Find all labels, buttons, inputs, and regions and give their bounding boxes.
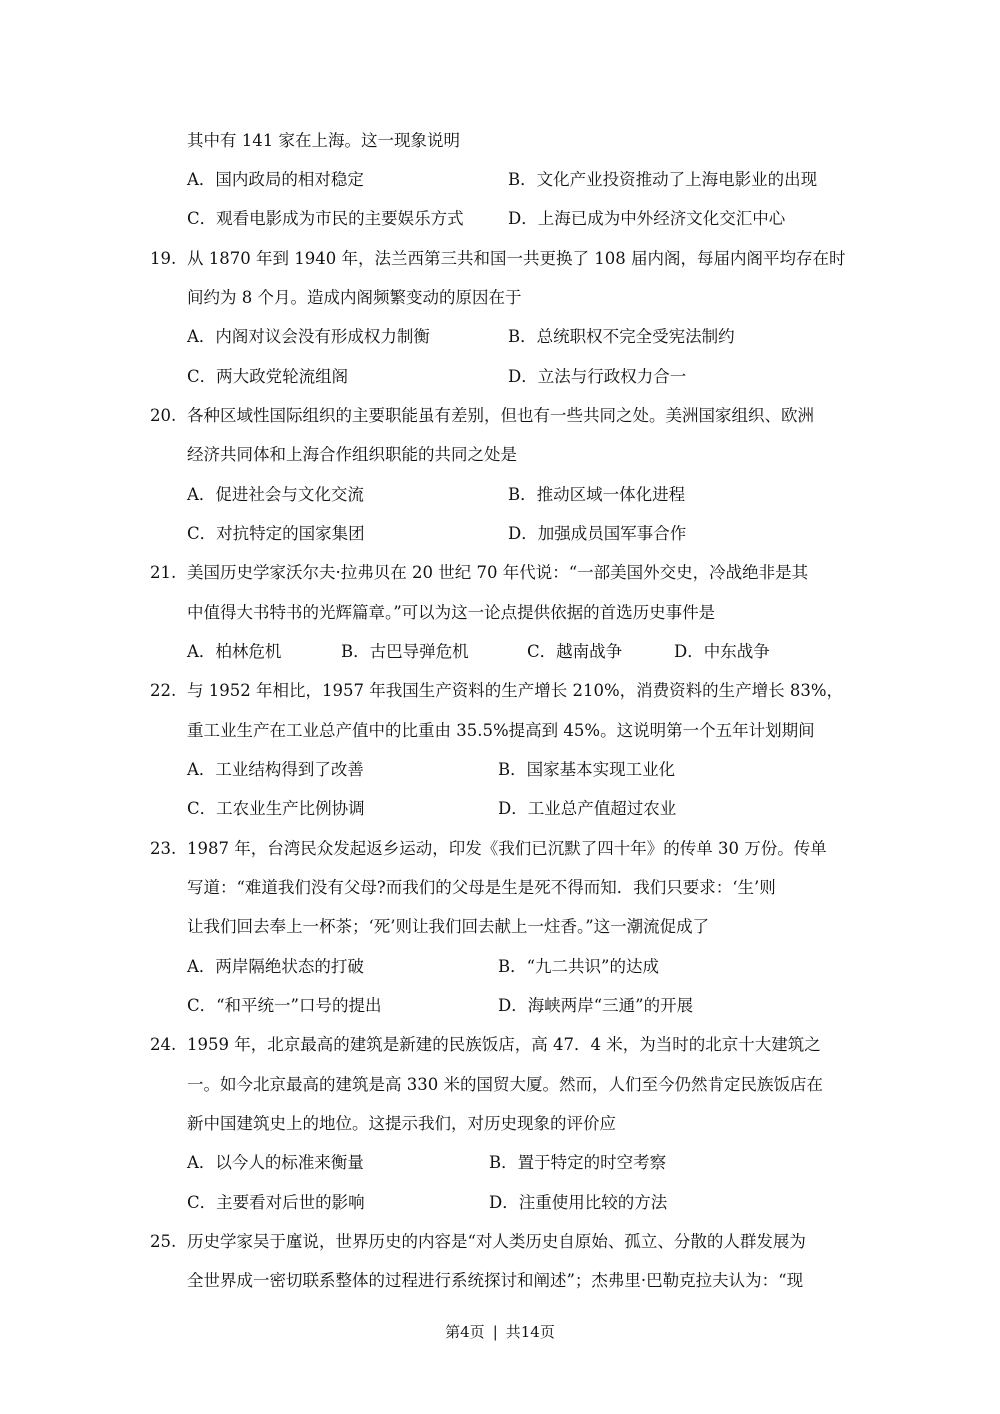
q19-option-b: B．总统职权不完全受宪法制约 [508, 327, 735, 346]
q21-option-b: B．古巴导弹危机 [341, 642, 469, 661]
q21-line-1: 21. 美国历史学家沃尔夫·拉弗贝在 20 世纪 70 年代说：“一部美国外交史，冷战绝非是其 [150, 563, 809, 582]
q20-line-1: 20. 各种区域性国际组织的主要职能虽有差别，但也有一些共同之处。美洲国家组织、欧洲 [150, 406, 814, 425]
q18-option-b: B．文化产业投资推动了上海电影业的出现 [508, 170, 818, 189]
q22-option-c: C．工农业生产比例协调 [187, 799, 365, 818]
q19-option-a: A．内阁对议会没有形成权力制衡 [187, 327, 430, 346]
q19-option-c: C．两大政党轮流组阁 [187, 367, 349, 386]
q23-option-c: C．“和平统一”口号的提出 [187, 996, 382, 1015]
q22-option-d: D．工业总产值超过农业 [498, 799, 677, 818]
q19-line-2: 间约为 8 个月。造成内阁频繁变动的原因在于 [187, 288, 522, 307]
page-footer [0, 1322, 1000, 1342]
q24-line-1: 24. 1959 年，北京最高的建筑是新建的民族饭店，高 47．4 米，为当时的北京十大建筑之 [150, 1035, 821, 1054]
q24-number: 24. [150, 1035, 177, 1054]
q22-line-2: 重工业生产在工业总产值中的比重由 35.5%提高到 45%。这说明第一个五年计划期间 [187, 721, 815, 740]
q20-option-d: D．加强成员国军事合作 [508, 524, 687, 543]
q24-option-a: A．以今人的标准来衡量 [187, 1153, 364, 1172]
q18-option-d: D．上海已成为中外经济文化交汇中心 [508, 209, 786, 228]
q23-option-a: A．两岸隔绝状态的打破 [187, 957, 364, 976]
q22-number: 22. [150, 681, 177, 700]
q24-option-b: B．置于特定的时空考察 [489, 1153, 667, 1172]
q23-line-3: 让我们回去奉上一杯茶；‘死’则让我们回去献上一炷香。”这一潮流促成了 [187, 917, 710, 936]
q21-line-2: 中值得大书特书的光辉篇章。”可以为这一论点提供依据的首选历史事件是 [187, 603, 716, 622]
q20-number: 20. [150, 406, 177, 425]
q25-line-1: 25. 历史学家吴于廑说，世界历史的内容是“对人类历史自原始、孤立、分散的人群发展为 [150, 1232, 806, 1251]
q22-option-a: A．工业结构得到了改善 [187, 760, 364, 779]
q22-line-1: 22. 与 1952 年相比，1957 年我国生产资料的生产增长 210%，消费资料的生产增长 83%， [150, 681, 844, 700]
q21-option-a: A．柏林危机 [187, 642, 282, 661]
q21-option-c: C．越南战争 [527, 642, 623, 661]
q24-option-d: D．注重使用比较的方法 [489, 1193, 668, 1212]
q18-option-c: C．观看电影成为市民的主要娱乐方式 [187, 209, 464, 228]
q22-option-b: B．国家基本实现工业化 [498, 760, 676, 779]
q19-line-1: 19. 从 1870 年到 1940 年，法兰西第三共和国一共更换了 108 届内阁，每届内阁平均存在时 [150, 249, 846, 268]
q23-line-1: 23. 1987 年，台湾民众发起返乡运动，印发《我们已沉默了四十年》的传单 30 万份。传单 [150, 839, 827, 858]
q25-line-2: 全世界成一密切联系整体的过程进行系统探讨和阐述”；杰弗里·巴勒克拉夫认为：“现 [187, 1271, 804, 1290]
q23-option-d: D．海峡两岸“三通”的开展 [498, 996, 694, 1015]
q21-option-d: D．中东战争 [674, 642, 770, 661]
q20-option-b: B．推动区域一体化进程 [508, 485, 686, 504]
q23-line-2: 写道：“难道我们没有父母?而我们的父母是生是死不得而知．我们只要求：‘生’则 [187, 878, 776, 897]
q25-number: 25. [150, 1232, 177, 1251]
q19-number: 19. [150, 249, 177, 268]
footer-separator: | [492, 1323, 498, 1341]
q21-number: 21. [150, 563, 177, 582]
q20-line-2: 经济共同体和上海合作组织职能的共同之处是 [187, 445, 517, 464]
page-number: 第4页 [445, 1323, 485, 1341]
q19-option-d: D．立法与行政权力合一 [508, 367, 687, 386]
q20-option-c: C．对抗特定的国家集团 [187, 524, 365, 543]
q24-option-c: C．主要看对后世的影响 [187, 1193, 365, 1212]
q18-option-a: A．国内政局的相对稳定 [187, 170, 364, 189]
q24-line-2: 一。如今北京最高的建筑是高 330 米的国贸大厦。然而，人们至今仍然肯定民族饭店在 [187, 1075, 823, 1094]
q24-line-3: 新中国建筑史上的地位。这提示我们，对历史现象的评价应 [187, 1114, 616, 1133]
total-pages: 共14页 [505, 1323, 555, 1341]
q23-option-b: B．“九二共识”的达成 [498, 957, 659, 976]
q18-stem-tail: 其中有 141 家在上海。这一现象说明 [187, 131, 460, 150]
q23-number: 23. [150, 839, 177, 858]
q20-option-a: A．促进社会与文化交流 [187, 485, 364, 504]
